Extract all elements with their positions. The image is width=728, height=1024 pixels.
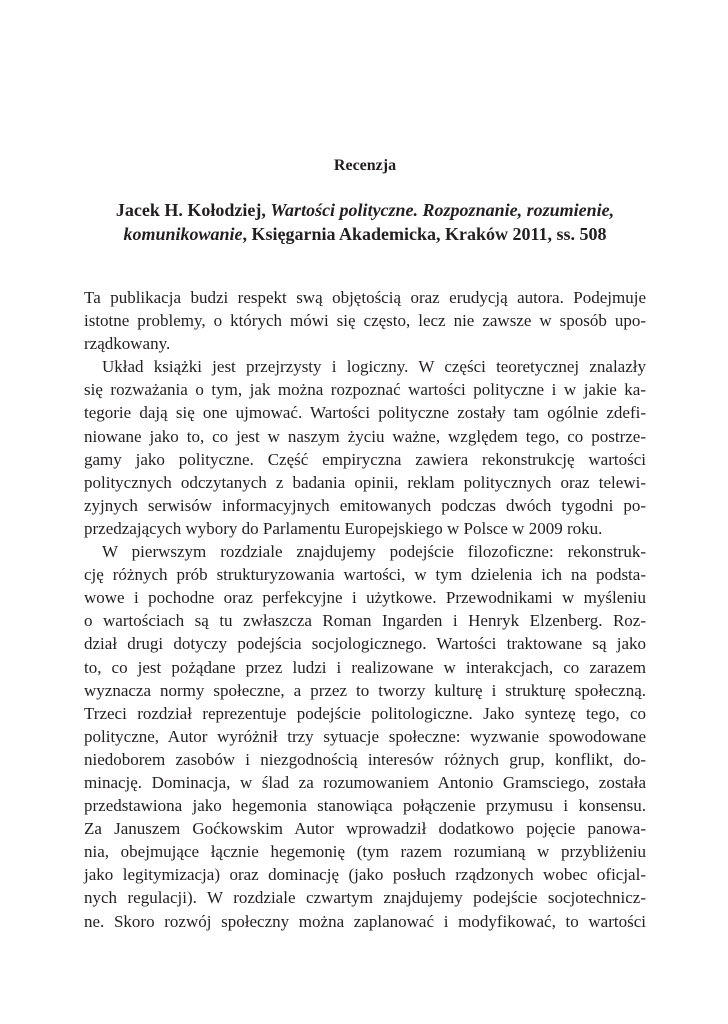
text-line: politycznych odczytanych z badania opinii, reklam politycznych oraz telewi- [84,472,646,492]
text-line: przedzających wybory do Parlamentu Europejskiego w Polsce w 2009 roku. [84,518,603,538]
text-line: nia, obejmujące łącznie hegemonię (tym razem rozumianą w przybliżeniu [84,842,646,862]
paragraph [84,540,646,933]
citation-publisher: , Księgarnia Akademicka, Kraków 2011, ss. 508 [242,224,607,244]
paragraph [84,286,646,355]
text-line: Ta publikacja budzi respekt swą objętością oraz erudycją autora. Podejmuje [84,288,646,307]
section-label: Recenzja [333,157,397,174]
citation-title-part-1: Wartości polityczne. Rozpoznanie, rozumienie, [270,200,615,220]
text-line: istotne problemy, o których mówi się często, lecz nie zawsze w sposób upo- [84,311,646,331]
text-line: Układ książki jest przejrzysty i logiczny. W części teoretycznej znalazły [102,357,646,377]
text-line: nych regulacji). W rozdziale czwartym znajdujemy podejście socjotechnicz- [84,888,646,908]
text-line: minację. Dominacja, w ślad za rozumowaniem Antonio Gramsciego, została [84,772,646,792]
text-line: zyjnych serwisów informacyjnych emitowanych podczas dwóch tygodni po- [84,495,646,515]
text-line: to, co jest pożądane przez ludzi i realizowane w interakcjach, co zarazem [84,657,646,677]
text-line: W pierwszym rozdziale znajdujemy podejście filozoficzne: rekonstruk- [102,542,646,562]
citation-line-2 [84,222,646,246]
text-line: niowane jako to, co jest w naszym życiu ważne, względem tego, co postrze- [84,426,646,446]
text-line: ne. Skoro rozwój społeczny można zaplanować i modyfikować, to wartości [84,911,646,931]
text-line: niedoborem zasobów i niezgodnością interesów różnych grup, konflikt, do- [84,749,646,769]
book-citation [84,198,646,246]
text-line: o wartościach są tu zwłaszcza Roman Ingarden i Henryk Elzenberg. Roz- [84,611,646,631]
text-line: jako legitymizacja) oraz dominację (jako posłuch rządzonych wobec oficjal- [84,865,646,885]
text-line: Trzeci rozdział reprezentuje podejście politologiczne. Jako syntezę tego, co [84,703,646,723]
text-line: się rozważania o tym, jak można rozpoznać wartości polityczne i w jakie ka- [84,380,646,400]
citation-author: Jacek H. Kołodziej, [115,200,271,220]
paragraph [84,355,646,540]
citation-title-part-2: komunikowanie [123,224,243,244]
text-line: cję różnych prób strukturyzowania wartości, w tym dzielenia ich na podsta- [84,565,646,585]
text-line: rządkowany. [84,334,171,354]
text-line: przedstawiona jako hegemonia stanowiąca połączenie przymusu i konsensu. [84,796,646,816]
text-line: dział drugi dotyczy podejścia socjologicznego. Wartości traktowane są jako [84,634,646,654]
citation-line-1 [84,198,646,222]
text-line: wowe i pochodne oraz perfekcyjne i użytkowe. Przewodnikami w myśleniu [84,588,646,608]
review-body [84,286,646,933]
document-page [84,0,646,1024]
text-line: tegorie dają się one ujmować. Wartości polityczne zostały tam ogólnie zdefi- [84,403,646,423]
text-line: wyznacza normy społeczne, a przez to tworzy kulturę i strukturę społeczną. [84,680,646,700]
text-line: gamy jako polityczne. Część empiryczna zawiera rekonstrukcję wartości [84,449,646,469]
text-line: Za Januszem Goćkowskim Autor wprowadził dodatkowo pojęcie panowa- [84,819,646,839]
text-line: polityczne, Autor wyróżnił trzy sytuacje społeczne: wyzwanie spowodowane [84,726,646,746]
